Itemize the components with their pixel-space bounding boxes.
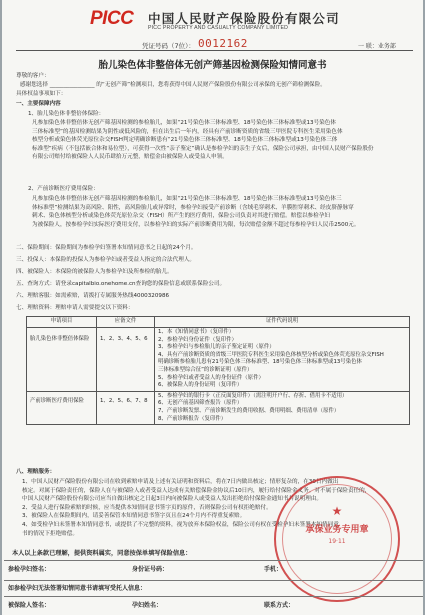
document-title: 胎儿染色体非整倍体无创产筛基因检测保险知情同意书 [98, 60, 327, 71]
claim-files: 1、2、5、6、7、8 [97, 391, 155, 424]
pregnant-name-label: 孕妇姓名： [132, 602, 163, 609]
section-4: 四、被保险人：本保险的被保险人为参检孕妇及所参检的胎儿。 [16, 269, 173, 275]
claim-files: 1、2、3、4、5、6 [97, 328, 155, 392]
section-1-1-text: 凡参加染色体非整倍体无创产筛基因检测的参检胎儿，如果“21号染色体三体标准型、18号染色体三体标准型或13号染色体 三体标准型”的基因检测结果为阴性或低风险的，但在出生后一年内，经具有产前诊断资质的省级三甲医院专科医生采用染色体 核型分析或染色体荧光原位杂交FISH判定明确诊断患有“21号染色体三体标准型、18号染色体三体标准型或13号染色体三体 标准型”疾病（不包括嵌合体和易位型），可获得一次性“亲子鉴定”确认是参检孕妇的亲生子女后，保险公司承担，由中国人民财产保险股份 有限公司赔付给被保险人人民币肆拾万元整，赔偿金由被保险人或受益人申领。 [32, 120, 374, 161]
intro-line-2: 具体权益事项如下： [16, 91, 67, 97]
claim-notes: 5、参检孕妇的银行卡（正反面复印件）（需注明开户行、存折、借用卡不适用） 6、无创产前基因筛查报告（原件） 7、产前诊断发票、产前诊断发生的费用收据、费用明细、费用清单（原件） 8、产前诊断报告（复印件） [155, 391, 410, 424]
insurance-consent-document [2, 0, 423, 615]
company-name-cn: 中国人民财产保险股份有限公司 [148, 11, 340, 26]
section-1-title: 一、主要保障内容 [16, 101, 61, 107]
section-2: 二、保险期间：保险期间为参检孕妇签署本知情同意书之日起的24个月。 [16, 245, 197, 251]
header-divider [16, 50, 413, 51]
claim-item: 产前诊断医疗费用保险 [27, 391, 97, 424]
proxy-note: 如参检孕妇无法签署知情同意书请填写受托人信息： [8, 585, 147, 592]
claim-item: 胎儿染色体非整倍体保险 [27, 328, 97, 392]
greeting: 尊敬的客户： [16, 73, 50, 79]
seal-text: 承保业务专用章 [305, 525, 369, 535]
intro-line: 感谢您选择 ________________ 的“无创产筛”检测项目，您将获得中国人民财产保险股份有限公司承保的无创产筛检测保险。 [20, 82, 326, 88]
voucher-label: 凭证号码（7位）： [142, 42, 195, 50]
section-3: 三、投保人：本保险的投保人为参检孕妇或者受益人指定的合法代理人。 [16, 257, 196, 263]
table-header: 应备文件 [97, 317, 155, 328]
seal-date: 19·11 [328, 538, 346, 545]
table-header: 证件代码说明 [155, 317, 410, 328]
section-8-title: 八、理赔服务： [16, 469, 56, 475]
table-header: 申请项目 [27, 317, 97, 328]
confirmation-statement: 本人以上条款已理解，提供资料属实，同意按保单填写保险信息： [12, 550, 192, 557]
table-header-row [27, 317, 410, 328]
section-6: 六、理赔客服：如需索赔，请拨打专属服务热线4000320986 [16, 293, 170, 299]
voucher-number: 0012162 [198, 37, 248, 50]
id-number-label: 身份证号码： [132, 566, 169, 573]
contact-label: 联系方式： [264, 602, 295, 609]
section-7: 七、理赔资料：理赔申请人需要提交以下资料： [16, 305, 134, 311]
phone-label: 手机： [264, 566, 283, 573]
table-row [27, 391, 410, 424]
section-1-1-title: 1、胎儿染色体非整倍体保险： [28, 111, 105, 117]
copy-label: 一 联：业务部 [358, 43, 396, 50]
table-row [27, 328, 410, 392]
picc-logo: PICC [90, 8, 134, 29]
company-name-en: PICC PROPERTY AND CASUALTY COMPANY LIMITED [148, 25, 289, 31]
section-8-text: 1、中国人民财产保险股份有限公司在收到索赔申请及上述有关证明和资料后，将在7日内做出核定；情形复杂的，在30日内做出 核定。对属于保险责任的，保险人在与被保险人或者受益人达成有关赔偿保险金协议后10日内，履行给付保险金义务。对不属于保险责任的， 中国人民财产保险股份有限公司应当自做出核定之日起3日内向被保险人或受益人发出拒绝给付保险金通知书并说明理由。 2、受益人进行保险索赔的时候，应当提供本知情同意书签字页的原件，否则保险公司有权拒绝赔付。 3、被保险人在保险期间内，请妥善保管本知情同意书签字页且在24个月内不得重复索赔。 4、如受检孕妇未签署本知情同意书，或提供了不完整的资料，视为放弃本保险权益，保险公司有权在受检孕妇未签署本知情同意 书的情况下拒绝赔偿。 [22, 479, 371, 537]
section-5: 五、查询方式：请登录capitalbio.onehome.cn查询您的保险信息或联系保险公司。 [16, 281, 226, 287]
insured-signature-label: 被保险人签名： [8, 602, 51, 609]
section-1-2-title: 2、产前诊断医疗费用保险： [28, 186, 99, 192]
claim-documents-table [26, 316, 410, 425]
pregnant-signature-label: 参检孕妇签名： [8, 566, 51, 573]
claim-notes: 1、本《知情同意书》（复印件） 2、参检孕妇身份证件（复印件） 3、参检孕妇与参检胎儿的亲子鉴定证明（原件） 4、具有产前诊断资质的省级三甲医院专科医生采用染色体核型分析或染色体荧光原位杂交FISH 明确诊断参检胎儿患有21号染色体三体标准型、18号染色体三体标准型或13号染色体 三体标准型综合征”的诊断证明（原件） 5、参检孕妇或者受益人的身份证件（原件） 6、被保险人的身份证明（复印件） [155, 328, 410, 392]
section-1-2-text: 凡参加染色体非整倍体无创产筛基因检测的参检胎儿，如果“21号染色体三体标准型、18号染色体三体标准型或13号染色体三 体标准型”检测结果为高风险、阳性，高风险胎儿或异常时，参检孕妇接受产前诊断（含绒毛穿刺术、羊膜腔穿刺术、经皮脐静脉穿 刺术、染色体核型分析或染色体荧光原位杂交（FISH）所产生的医疗费用，保险公司负责对其进行赔偿。赔偿以参检孕妇 为被保险人，按参检孕妇实际医疗费用支付，以参检孕妇的实际产前诊断费用为限，每次赔偿金额不超过每参检孕妇人民币2500元。 [32, 196, 360, 228]
company-seal: ★ 承保业务专用章 19·11 [274, 476, 400, 602]
